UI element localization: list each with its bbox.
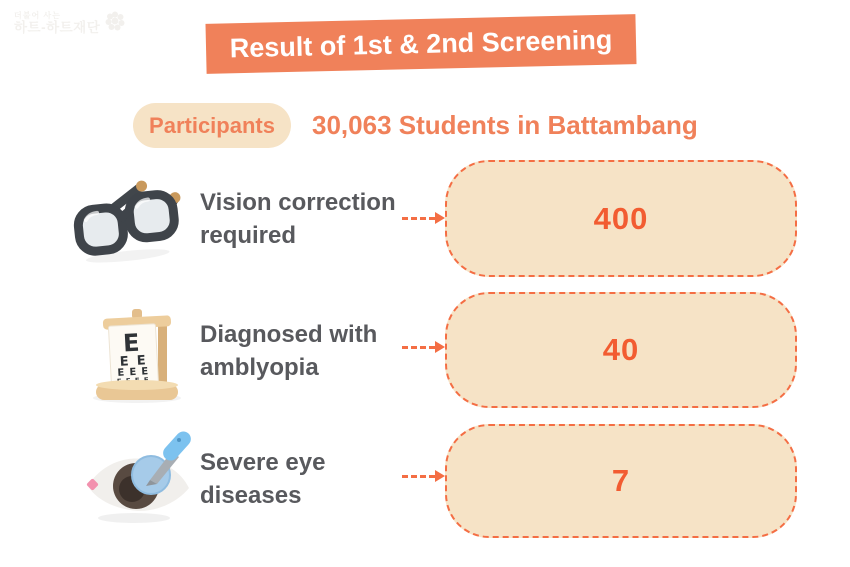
result-box-amblyopia: [445, 292, 797, 408]
result-box-severe-diseases: [445, 424, 797, 538]
svg-text:E: E: [129, 366, 137, 379]
result-box-vision-correction: [445, 160, 797, 277]
eye-surgery-icon: [84, 428, 194, 535]
flower-logo-icon: [104, 10, 126, 37]
svg-text:E: E: [117, 367, 125, 379]
page-title: Result of 1st & 2nd Screening: [229, 24, 613, 63]
dashed-arrow: [402, 470, 445, 482]
foundation-logo: [14, 10, 126, 37]
svg-text:E: E: [122, 328, 141, 358]
logo-name: 하트-하트재단: [14, 20, 101, 36]
svg-text:E: E: [119, 354, 130, 370]
arrowhead-icon: [435, 341, 445, 353]
result-value: 7: [611, 463, 631, 498]
dashed-arrow: [402, 212, 445, 224]
glasses-icon: [68, 174, 183, 271]
participants-value: 30,063 Students in Battambang: [312, 110, 698, 140]
eye-chart-icon: [84, 294, 190, 411]
svg-text:E: E: [141, 366, 149, 378]
svg-text:E: E: [136, 353, 147, 369]
result-value: 40: [602, 332, 640, 367]
row-label-severe-diseases: Severe eye diseases: [200, 449, 326, 509]
dashed-arrow: [402, 341, 445, 353]
row-label-vision-correction: Vision correction required: [200, 189, 396, 249]
arrowhead-icon: [435, 470, 445, 482]
row-label-amblyopia: Diagnosed with amblyopia: [200, 321, 378, 381]
logo-tagline: 더불어 사는: [14, 11, 61, 21]
arrowhead-icon: [435, 212, 445, 224]
participants-pill: [133, 103, 291, 148]
participants-label: Participants: [149, 112, 275, 138]
result-value: 400: [593, 200, 649, 236]
title-banner: [205, 14, 636, 74]
